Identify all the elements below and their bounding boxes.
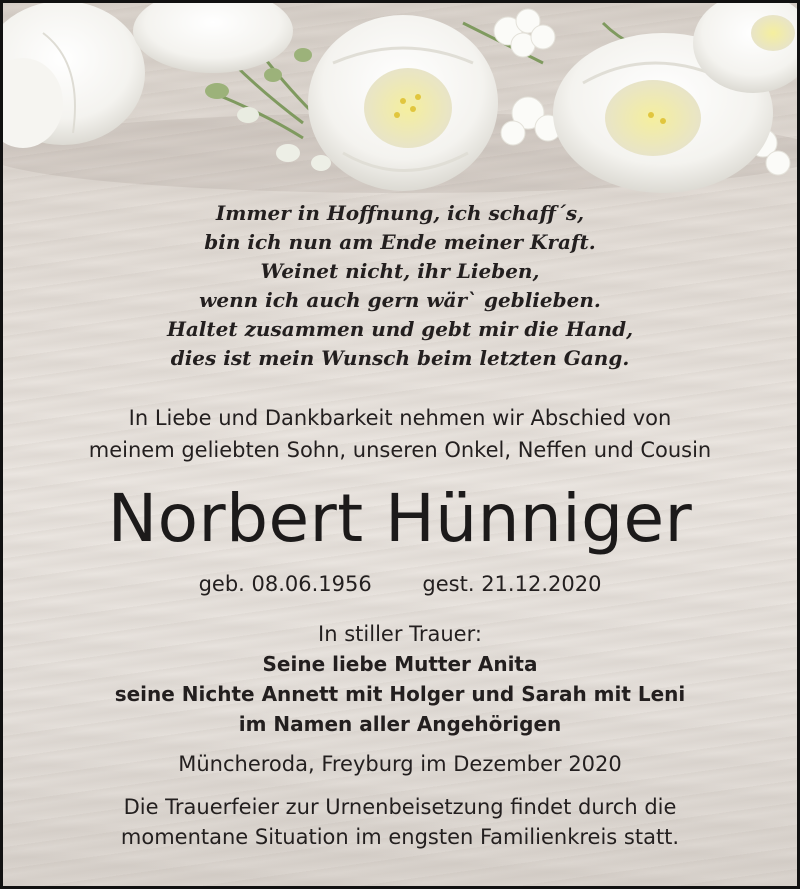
note-line: Die Trauerfeier zur Urnenbeisetzung findet durch die bbox=[123, 795, 677, 819]
poem bbox=[3, 199, 797, 373]
mourner-line: im Namen aller Angehörigen bbox=[238, 712, 562, 736]
mourner-line: seine Nichte Annett mit Holger und Sarah mit Leni bbox=[114, 682, 686, 706]
life-dates bbox=[3, 569, 797, 599]
note-line: momentane Situation im engsten Familienkreis statt. bbox=[120, 825, 680, 849]
poem-line: Immer in Hoffnung, ich schaff´s, bbox=[215, 201, 585, 225]
tulip-center bbox=[308, 15, 498, 191]
mourner-line: Seine liebe Mutter Anita bbox=[262, 652, 538, 676]
death-date: gest. 21.12.2020 bbox=[422, 572, 602, 596]
poem-line: wenn ich auch gern wär` geblieben. bbox=[199, 288, 601, 312]
white-tulips-decoration bbox=[3, 3, 797, 203]
poem-line: Haltet zusammen und gebt mir die Hand, bbox=[166, 317, 634, 341]
intro-line: In Liebe und Dankbarkeit nehmen wir Abschied von bbox=[128, 406, 672, 430]
farewell-intro bbox=[3, 402, 797, 466]
mourners-list bbox=[3, 649, 797, 739]
mourning-heading: In stiller Trauer: bbox=[318, 622, 482, 646]
deceased-name: Norbert Hünniger bbox=[107, 480, 693, 557]
place-and-date: Müncheroda, Freyburg im Dezember 2020 bbox=[178, 752, 622, 776]
intro-line: meinem geliebten Sohn, unseren Onkel, Neffen und Cousin bbox=[88, 438, 712, 462]
poem-line: Weinet nicht, ihr Lieben, bbox=[260, 259, 540, 283]
birth-date: geb. 08.06.1956 bbox=[198, 572, 372, 596]
funeral-note bbox=[3, 792, 797, 852]
poem-line: dies ist mein Wunsch beim letzten Gang. bbox=[170, 346, 630, 370]
poem-line: bin ich nun am Ende meiner Kraft. bbox=[204, 230, 596, 254]
